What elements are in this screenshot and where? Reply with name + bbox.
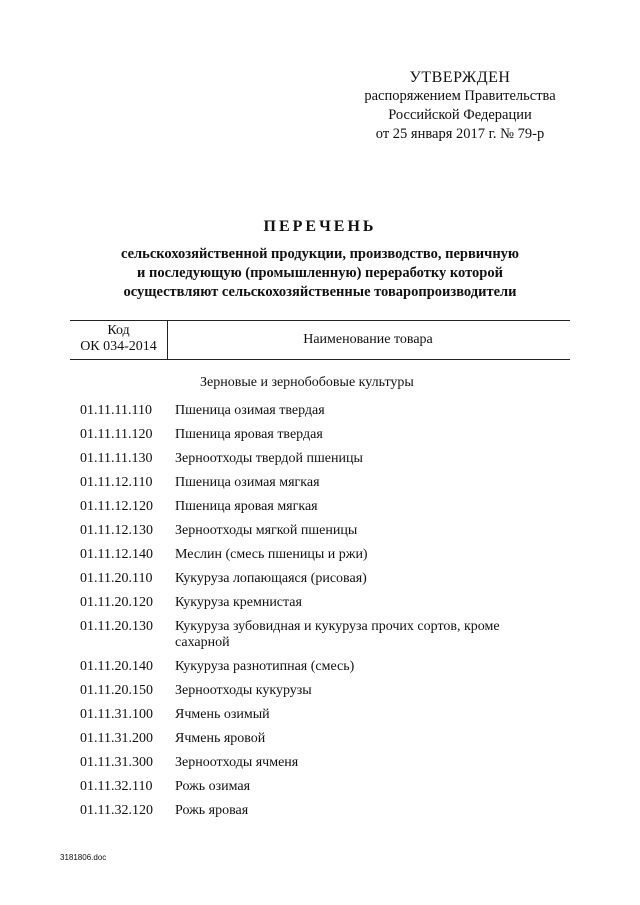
row-name: Меслин (смесь пшеницы и ржи) — [175, 547, 368, 562]
column-header-name: Наименование товара — [303, 332, 433, 347]
row-name: Ячмень яровой — [175, 731, 266, 746]
row-code: 01.11.12.110 — [80, 475, 153, 490]
row-name: Кукуруза зубовидная и кукуруза прочих сортов, кроме сахарной — [175, 619, 500, 650]
table-row — [0, 615, 640, 655]
row-code: 01.11.12.120 — [80, 499, 153, 514]
table-row — [0, 471, 640, 495]
table-body — [0, 399, 640, 823]
document-title: ПЕРЕЧЕНЬ — [263, 218, 377, 235]
row-code: 01.11.11.130 — [80, 451, 153, 466]
table-row — [0, 423, 640, 447]
approval-line: распоряжением Правительства — [364, 88, 556, 104]
row-code: 01.11.20.110 — [80, 571, 153, 586]
row-name: Пшеница озимая мягкая — [175, 475, 320, 490]
row-code: 01.11.20.140 — [80, 659, 153, 674]
table-row — [0, 591, 640, 615]
column-header-code-line: ОК 034-2014 — [80, 339, 157, 354]
table-top-rule — [70, 320, 570, 321]
approval-line: Российской Федерации — [388, 107, 532, 123]
row-code: 01.11.12.130 — [80, 523, 153, 538]
table-row — [0, 399, 640, 423]
row-code: 01.11.12.140 — [80, 547, 153, 562]
table-row — [0, 495, 640, 519]
row-name: Ячмень озимый — [175, 707, 270, 722]
subtitle-line: сельскохозяйственной продукции, производство, первичную — [120, 246, 520, 262]
table-row — [0, 703, 640, 727]
row-code: 01.11.11.110 — [80, 403, 152, 418]
row-name: Пшеница яровая мягкая — [175, 499, 318, 514]
table-row — [0, 655, 640, 679]
row-code: 01.11.20.150 — [80, 683, 153, 698]
table-row — [0, 751, 640, 775]
row-code: 01.11.11.120 — [80, 427, 153, 442]
row-name: Кукуруза лопающаяся (рисовая) — [175, 571, 367, 586]
row-code: 01.11.32.120 — [80, 803, 153, 818]
approval-heading: УТВЕРЖДЕН — [409, 69, 511, 86]
row-name: Кукуруза разнотипная (смесь) — [175, 659, 355, 674]
table-row — [0, 567, 640, 591]
file-name: 3181806.doc — [60, 853, 107, 862]
table-row — [0, 679, 640, 703]
table-row — [0, 727, 640, 751]
row-code: 01.11.20.120 — [80, 595, 153, 610]
row-code: 01.11.31.100 — [80, 707, 153, 722]
section-heading: Зерновые и зернобобовые культуры — [200, 375, 414, 390]
row-name: Рожь озимая — [175, 779, 251, 794]
row-code: 01.11.31.200 — [80, 731, 153, 746]
table-header-rule — [70, 359, 570, 360]
row-name: Зерноотходы кукурузы — [175, 683, 312, 698]
table-row — [0, 543, 640, 567]
approval-date: от 25 января 2017 г. № 79-р — [375, 126, 545, 142]
table-row — [0, 447, 640, 471]
subtitle-line: осуществляют сельскохозяйственные товаропроизводители — [123, 284, 517, 300]
table-row — [0, 519, 640, 543]
row-code: 01.11.20.130 — [80, 619, 153, 634]
table-row — [0, 799, 640, 823]
row-code: 01.11.32.110 — [80, 779, 153, 794]
approval-block — [340, 68, 580, 144]
document-subtitle — [60, 245, 580, 302]
row-name: Пшеница яровая твердая — [175, 427, 323, 442]
row-name: Кукуруза кремнистая — [175, 595, 302, 610]
subtitle-line: и последующую (промышленную) переработку которой — [137, 265, 503, 281]
row-name: Зерноотходы ячменя — [175, 755, 299, 770]
table-row — [0, 775, 640, 799]
column-header-code — [70, 323, 167, 355]
row-code: 01.11.31.300 — [80, 755, 153, 770]
column-header-code-line: Код — [107, 323, 130, 338]
row-name: Зерноотходы твердой пшеницы — [175, 451, 363, 466]
row-name: Рожь яровая — [175, 803, 249, 818]
row-name: Пшеница озимая твердая — [175, 403, 325, 418]
row-name: Зерноотходы мягкой пшеницы — [175, 523, 358, 538]
